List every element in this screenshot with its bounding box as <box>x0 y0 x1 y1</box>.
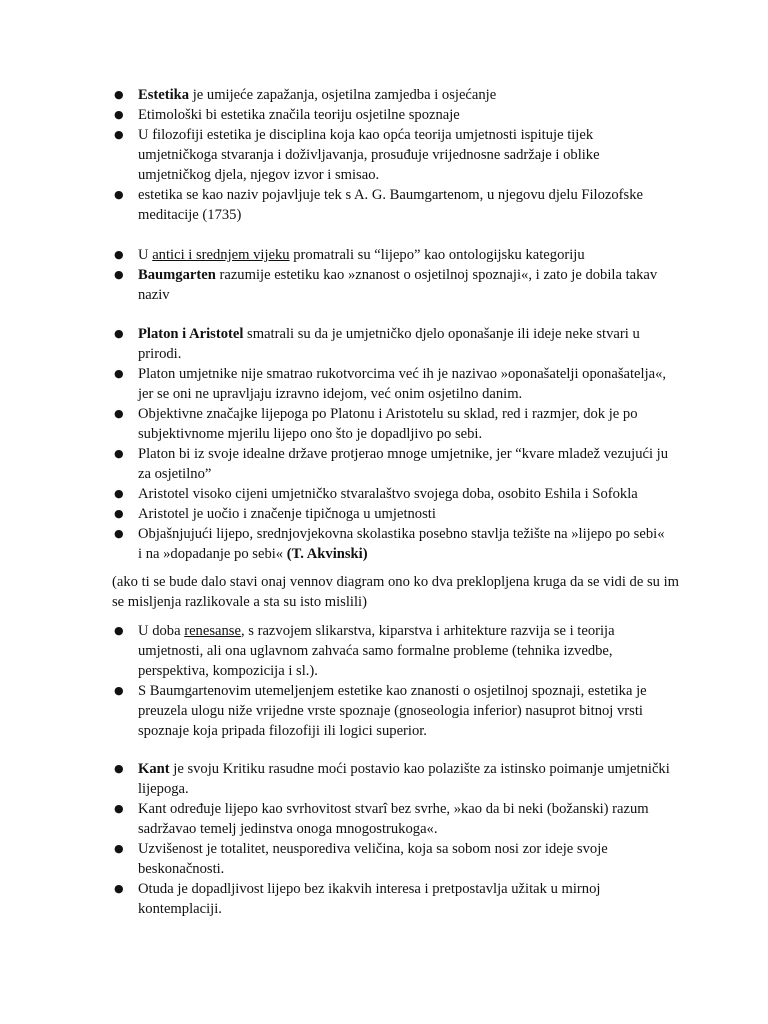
bullet-icon: ● <box>114 367 124 380</box>
bullet-icon: ● <box>114 527 124 540</box>
term-akvinski: (T. Akvinski) <box>286 546 368 562</box>
bullet-icon: ● <box>114 128 124 141</box>
bullet-icon: ● <box>114 108 124 121</box>
list-item <box>112 404 672 444</box>
section-kant <box>112 759 672 919</box>
section-antika <box>112 245 672 305</box>
list-item <box>112 621 672 681</box>
list-item-text: estetika se kao naziv pojavljuje tek s A. G. Baumgartenom, u njegovu djelu Filozofske meditacije (1735) <box>138 187 643 223</box>
list-item <box>112 681 672 741</box>
list-item <box>112 364 672 404</box>
term-kant: Kant <box>138 761 170 777</box>
term-platon-aristotel: Platon i Aristotel <box>138 326 244 342</box>
bullet-icon: ● <box>114 447 124 460</box>
bullet-icon: ● <box>114 762 124 775</box>
term-estetika: Estetika <box>138 87 190 103</box>
bullet-icon: ● <box>114 882 124 895</box>
list-item <box>112 265 672 305</box>
list-item-text: je umijeće zapažanja, osjetilna zamjedba i osjećanje <box>189 87 497 103</box>
list-item <box>112 444 672 484</box>
bullet-icon: ● <box>114 624 124 637</box>
bullet-icon: ● <box>114 407 124 420</box>
list-item <box>112 839 672 879</box>
list-item-text: Etimološki bi estetika značila teoriju osjetilne spoznaje <box>138 107 460 123</box>
bullet-icon: ● <box>114 842 124 855</box>
term-baumgarten: Baumgarten <box>138 267 216 283</box>
list-item-text: razumije estetiku kao »znanost o osjetilnoj spoznaji«, i zato je dobila takav naziv <box>138 267 658 303</box>
list-item <box>112 324 672 364</box>
list-item <box>112 484 672 504</box>
section-platon-aristotel <box>112 324 672 564</box>
list-item-text: Objašnjujući lijepo, srednjovjekovna skolastika posebno stavlja težište na »lijepo po sebi« i na »dopadanje po sebi« <box>138 526 665 562</box>
list-item-text: , s razvojem slikarstva, kiparstva i arhitekture razvija se i teorija umjetnosti, ali ona uglavnom zahvaća samo formalne probleme (tehnika izvedbe, perspektiva, kompozicija i sl.). <box>138 623 615 679</box>
list-item-text: Kant određuje lijepo kao svrhovitost stvarî bez svrhe, »kao da bi neki (božanski) razum sadržavao temelj jedinstva onoga mnogostrukoga«. <box>138 801 649 837</box>
bullet-icon: ● <box>114 507 124 520</box>
list-item-text: smatrali su da je umjetničko djelo oponašanje ili ideje neke stvari u prirodi. <box>138 326 640 362</box>
list-item <box>112 85 672 105</box>
list-item <box>112 125 672 185</box>
bullet-icon: ● <box>114 268 124 281</box>
section-renesansa <box>112 621 672 741</box>
list-item <box>112 105 672 125</box>
list-item-text: S Baumgartenovim utemeljenjem estetike kao znanosti o osjetilnoj spoznaji, estetika je preuzela ulogu niže vrijedne vrste spoznaje (gnoseologia inferior) nasuprot bitnoj vrsti spoznaje koja pripada filozofiji ili logici superior. <box>138 683 647 739</box>
term-renesansa: renesanse <box>184 623 241 639</box>
list-item-text: Aristotel je uočio i značenje tipičnoga u umjetnosti <box>138 506 436 522</box>
list-item <box>112 185 672 225</box>
list-item <box>112 879 672 919</box>
list-item-text: U filozofiji estetika je disciplina koja kao opća teorija umjetnosti ispituje tijek umjetničkoga stvaranja i doživljavanja, prosuđuje vrijednosne sadržaje i oblike umjetničkog djela, njegov izvor i smisao. <box>138 127 600 183</box>
list-item-text: Aristotel visoko cijeni umjetničko stvaralaštvo svojega doba, osobito Eshila i Sofokla <box>138 486 638 502</box>
list-item-text: U doba <box>138 623 185 639</box>
list-item-text: Platon umjetnike nije smatrao rukotvorcima već ih je nazivao »oponašatelji oponašatelja«, jer se oni ne upravljaju izravno idejom, već onim osjetilno danim. <box>138 366 667 402</box>
term-antika: antici i srednjem vijeku <box>152 247 290 263</box>
list-item-text: Objektivne značajke lijepoga po Platonu i Aristotelu su sklad, red i razmjer, dok je po subjektivnome mjerilu lijepo ono što je dopadljivo po sebi. <box>138 406 638 442</box>
bullet-icon: ● <box>114 802 124 815</box>
list-item <box>112 504 672 524</box>
list-item <box>112 799 672 839</box>
bullet-icon: ● <box>114 327 124 340</box>
list-item-text: je svoju Kritiku rasudne moći postavio kao polazište za istinsko poimanje umjetnički lijepoga. <box>138 761 670 797</box>
list-item-text: Platon bi iz svoje idealne države protjerao mnoge umjetnike, jer “kvare mladež vezujući ju za osjetilno” <box>138 446 669 482</box>
list-item <box>112 245 672 265</box>
bullet-icon: ● <box>114 248 124 261</box>
list-item <box>112 524 672 564</box>
bullet-icon: ● <box>114 88 124 101</box>
note-paragraph: (ako ti se bude dalo stavi onaj vennov diagram ono ko dva preklopljena kruga da se vidi de su im se misljenja razlikovale a sta su isto mislili) <box>112 574 679 610</box>
list-item-text: promatrali su “lijepo” kao ontologijsku kategoriju <box>289 247 585 263</box>
list-item <box>112 759 672 799</box>
bullet-icon: ● <box>114 188 124 201</box>
bullet-icon: ● <box>114 487 124 500</box>
list-item-text: U <box>138 247 153 263</box>
bullet-icon: ● <box>114 684 124 697</box>
section-estetika <box>112 85 672 225</box>
list-item-text: Otuda je dopadljivost lijepo bez ikakvih interesa i pretpostavlja užitak u mirnoj kontemplaciji. <box>138 881 601 917</box>
list-item-text: Uzvišenost je totalitet, neusporediva veličina, koja sa sobom nosi zor ideje svoje beskonačnosti. <box>138 841 608 877</box>
